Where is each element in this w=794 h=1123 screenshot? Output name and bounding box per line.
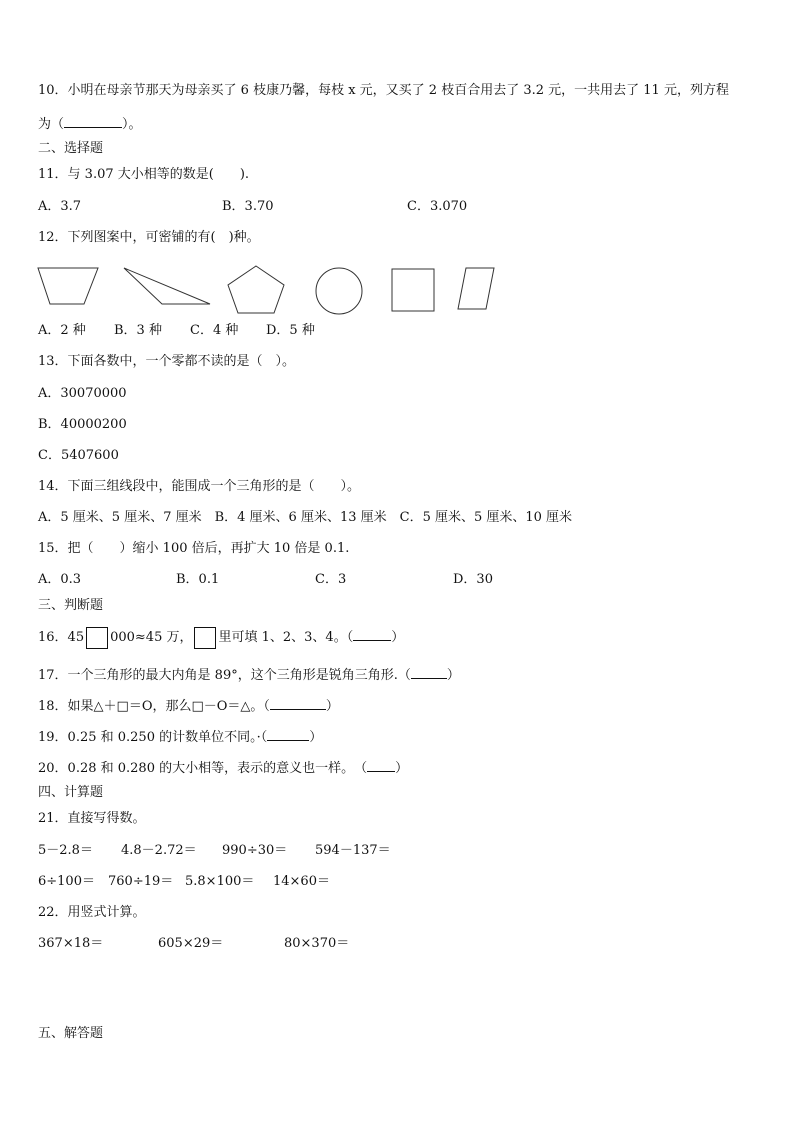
q16-part4: ） bbox=[391, 630, 405, 645]
answer-blank[interactable] bbox=[64, 114, 122, 128]
calc-item: 6÷100＝ bbox=[38, 874, 95, 889]
q17-text: 17．一个三角形的最大内角是 89°，这个三角形是锐角三角形.（ bbox=[38, 668, 411, 683]
section-heading-word-problems: 五、解答题 bbox=[38, 1026, 104, 1041]
q13-option-b[interactable]: B．40000200 bbox=[38, 417, 127, 432]
question-22: 22．用竖式计算。 bbox=[38, 905, 146, 920]
calc-item: 14×60＝ bbox=[273, 874, 330, 889]
q15-option-b[interactable]: B．0.1 bbox=[176, 572, 220, 587]
triangle-shape bbox=[124, 268, 210, 304]
calc-item: 594－137＝ bbox=[315, 843, 391, 858]
answer-blank[interactable] bbox=[411, 665, 447, 679]
q11-option-b[interactable]: B．3.70 bbox=[222, 199, 274, 214]
section-heading-choice: 二、选择题 bbox=[38, 141, 104, 156]
question-10-line1: 10．小明在母亲节那天为母亲买了 6 枝康乃馨，每枝 x 元，又买了 2 枝百合用去了 3.2 元，一共用去了 11 元，列方程 bbox=[38, 83, 729, 98]
q13-option-c[interactable]: C．5407600 bbox=[38, 448, 119, 463]
pentagon-shape bbox=[228, 266, 284, 313]
calc-item: 5－2.8＝ bbox=[38, 843, 93, 858]
tessellation-shapes-figure bbox=[0, 260, 794, 320]
calc-item: 4.8－2.72＝ bbox=[121, 843, 197, 858]
section-heading-judgement: 三、判断题 bbox=[38, 598, 104, 613]
circle-shape bbox=[316, 268, 362, 314]
question-18 bbox=[38, 696, 339, 716]
digit-box[interactable] bbox=[86, 627, 108, 649]
question-14: 14．下面三组线段中，能围成一个三角形的是（ ）。 bbox=[38, 479, 361, 494]
q12-option-d[interactable]: D．5 种 bbox=[266, 323, 315, 338]
q15-option-a[interactable]: A．0.3 bbox=[38, 572, 82, 587]
vertical-calc-item: 605×29＝ bbox=[158, 936, 224, 951]
q14-options[interactable]: A．5 厘米、5 厘米、7 厘米 B．4 厘米、6 厘米、13 厘米 C．5 厘米、5 厘米、10 厘米 bbox=[38, 510, 573, 525]
answer-blank[interactable] bbox=[367, 758, 395, 772]
q16-part2: 000≈45 万， bbox=[110, 630, 193, 645]
q20-text: 20．0.28 和 0.280 的大小相等，表示的意义也一样。 （ bbox=[38, 761, 368, 776]
question-20 bbox=[38, 758, 408, 778]
q11-option-a[interactable]: A．3.7 bbox=[38, 199, 82, 214]
answer-blank[interactable] bbox=[353, 627, 391, 641]
question-17 bbox=[38, 665, 460, 685]
q19-text: 19．0.25 和 0.250 的计数单位不同。·（ bbox=[38, 730, 268, 745]
answer-blank[interactable] bbox=[267, 727, 309, 741]
q18-text: 18．如果△＋□＝O，那么□－O＝△。（ bbox=[38, 699, 270, 714]
q10-prefix: 为（ bbox=[38, 117, 65, 132]
question-13: 13．下面各数中，一个零都不读的是（ ）。 bbox=[38, 354, 296, 369]
digit-box[interactable] bbox=[194, 627, 216, 649]
question-16 bbox=[38, 626, 404, 650]
q20-end: ） bbox=[395, 761, 409, 776]
q12-option-a[interactable]: A．2 种 bbox=[38, 323, 86, 338]
question-12: 12．下列图案中，可密铺的有( )种。 bbox=[38, 230, 260, 245]
question-15: 15．把（ ）缩小 100 倍后，再扩大 10 倍是 0.1. bbox=[38, 541, 350, 556]
q13-option-a[interactable]: A．30070000 bbox=[38, 386, 127, 401]
trapezoid-shape bbox=[38, 268, 98, 304]
calc-item: 760÷19＝ bbox=[108, 874, 174, 889]
question-21: 21．直接写得数。 bbox=[38, 811, 146, 826]
answer-blank[interactable] bbox=[270, 696, 326, 710]
q16-part3: 里可填 1、2、3、4。（ bbox=[218, 630, 354, 645]
q10-suffix: ）。 bbox=[122, 117, 142, 132]
q15-option-d[interactable]: D．30 bbox=[453, 572, 493, 587]
section-heading-calculation: 四、计算题 bbox=[38, 785, 104, 800]
question-11: 11．与 3.07 大小相等的数是( ). bbox=[38, 167, 250, 182]
vertical-calc-item: 80×370＝ bbox=[284, 936, 350, 951]
q18-end: ） bbox=[325, 699, 339, 714]
question-19 bbox=[38, 727, 322, 747]
q17-end: ） bbox=[446, 668, 460, 683]
q19-end: ） bbox=[309, 730, 323, 745]
q16-part1: 16．45 bbox=[38, 630, 85, 645]
calc-item: 990÷30＝ bbox=[222, 843, 288, 858]
parallelogram-shape bbox=[458, 268, 494, 309]
q12-option-c[interactable]: C．4 种 bbox=[190, 323, 239, 338]
square-shape bbox=[392, 269, 434, 311]
q11-option-c[interactable]: C．3.070 bbox=[407, 199, 468, 214]
calc-item: 5.8×100＝ bbox=[185, 874, 255, 889]
q15-option-c[interactable]: C．3 bbox=[315, 572, 347, 587]
question-10-line2 bbox=[38, 114, 142, 134]
q12-option-b[interactable]: B．3 种 bbox=[114, 323, 162, 338]
vertical-calc-item: 367×18＝ bbox=[38, 936, 104, 951]
